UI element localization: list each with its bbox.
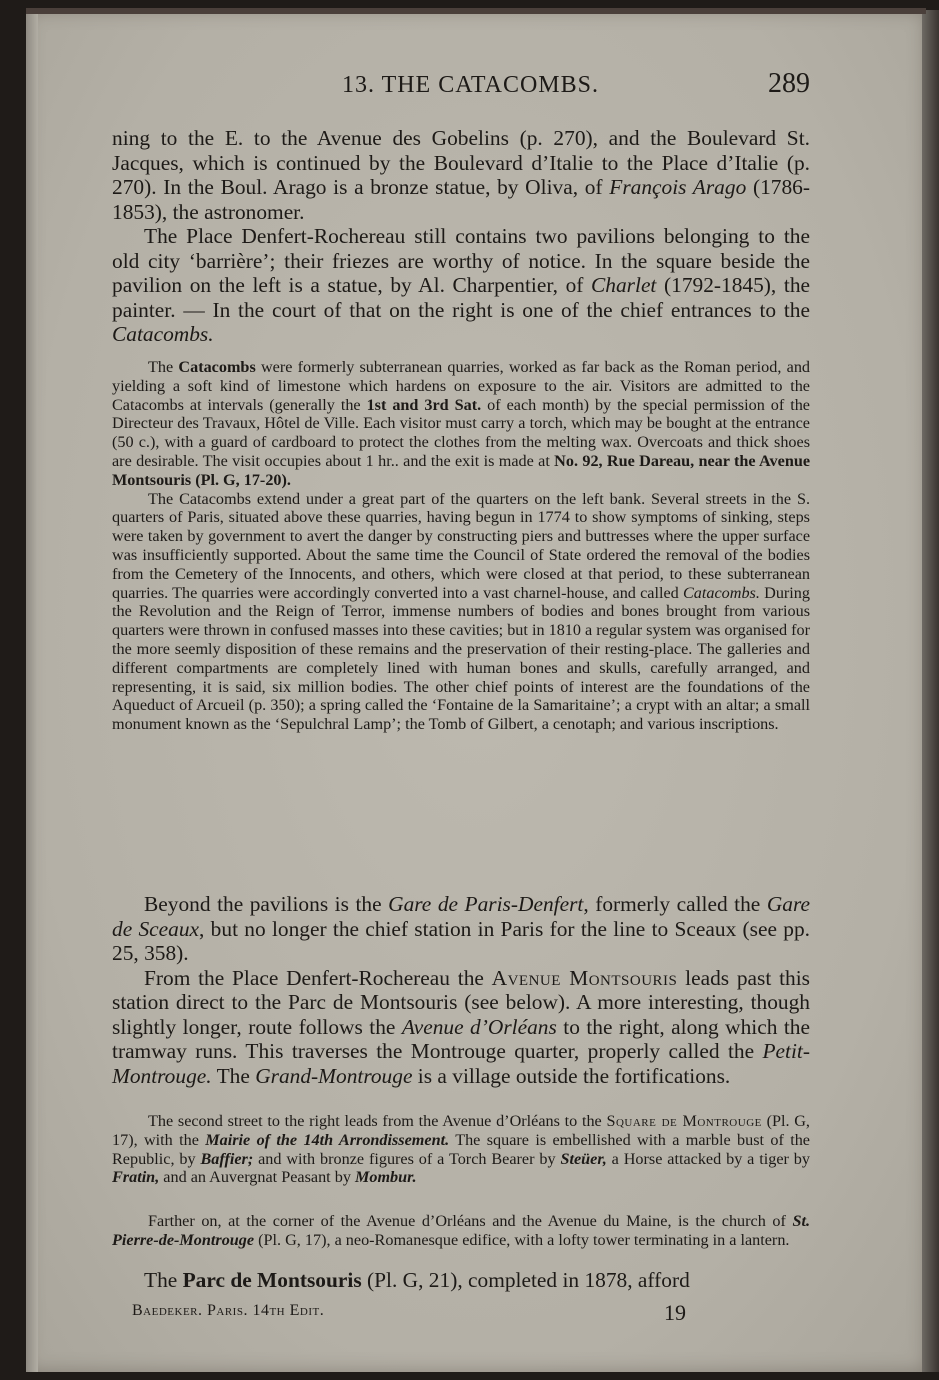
text-run: The: [144, 1268, 183, 1292]
text-run: of each month) by the special permission of the Directeur des Travaux, Hôtel de Ville. Each visitor must carry a torch, which may be bought at the entrance (50 c.), with a guard of cardboard to protect the clothes from the melting wax. Overcoats and thick shoes are desirable. The visit occupies about 1 hr.. and the exit is made at: [112, 395, 810, 470]
running-header: [112, 68, 810, 108]
text-run: to the right, along which the tramway runs. This traverses the Montrouge quarter, properly called the: [112, 1014, 810, 1063]
text-run: a Horse attacked by a tiger by: [606, 1149, 810, 1168]
bold-run: Catacombs: [178, 358, 256, 376]
bold-run: Parc de Montsouris: [182, 1268, 362, 1292]
note-square-montrouge: [112, 1112, 810, 1187]
text-run: During the Revolution and the Reign of Terror, immense numbers of bodies and bones brought from various quarters were thrown in confused masses into these cavities; but in 1810 a regular system was organised for the more seemly disposition of these remains and the preservation of their resting-place. The galleries and different compartments are completely lined with human bones and skulls, carefully arranged, and representing, it is said, six million bodies. The other chief points of interest are the foundations of the Aqueduct of Arcueil (p. 350); a spring called the ‘Fontaine de la Samaritaine’; a crypt with an altar; a small monument known as the ‘Sepulchral Lamp’; the Tomb of Gilbert, a cenotaph; and various inscriptions.: [112, 583, 810, 734]
note-catacombs-history: [112, 490, 810, 734]
small-caps-run: Square de Montrouge: [606, 1112, 762, 1130]
text-run: ning to the E. to the Avenue des Gobelins (p. 270), and the Boulevard St. Jacques, which is continued by the Boulevard d’Italie to the Place d’Italie (p. 270). In the Boul. Arago is a bronze statue, by Oliva, of: [112, 126, 810, 199]
page-number: 289: [768, 68, 810, 99]
text-run: (Pl. G, 17), with the: [112, 1112, 810, 1149]
text-run: Beyond the pavilions is the: [144, 892, 389, 916]
imprint: Baedeker. Paris. 14th Edit.: [132, 1302, 325, 1319]
italic-run: Charlet: [591, 273, 657, 297]
paragraph-montsouris-route: [112, 966, 810, 1089]
small-caps-run: Avenue Montsouris: [491, 965, 678, 990]
text-run: , but no longer the chief station in Paris for the line to Sceaux (see pp. 25, 358).: [112, 916, 810, 965]
paragraph-denfert: [112, 224, 810, 347]
text-run: Farther on, at the corner of the Avenue d’Orléans and the Avenue du Maine, is the church of: [148, 1212, 793, 1230]
paragraph-block-2: [112, 892, 810, 1088]
note-catacombs-visit: [112, 358, 810, 490]
text-run: From the Place Denfert-Rochereau the: [144, 965, 492, 990]
page-footer: [112, 1300, 810, 1334]
text-run: , formerly called the: [583, 892, 767, 916]
text-run: The: [211, 1063, 256, 1088]
text-run: (Pl. G, 21), completed in 1878, afford: [361, 1268, 690, 1292]
bold-italic-run: Baffier;: [200, 1149, 254, 1168]
page-edge: [922, 10, 939, 1372]
paragraph-parc-montsouris: [112, 1268, 810, 1293]
text-run: The second street to the right leads from the Avenue d’Orléans to the: [148, 1112, 607, 1130]
text-run: The: [148, 358, 179, 376]
bold-italic-run: Fratin,: [112, 1168, 160, 1187]
bold-run: 1st and 3rd Sat.: [366, 395, 482, 414]
bold-italic-run: Mairie of the 14th Arrondissement.: [205, 1130, 450, 1149]
italic-run: Catacombs.: [112, 322, 214, 346]
paragraph-block-3: [112, 1268, 810, 1293]
text-run: and with bronze figures of a Torch Bearer by: [253, 1149, 561, 1168]
page-gutter: [26, 10, 38, 1372]
text-run: leads past this station direct to the Parc de Montsouris (see below). A more interesting, though slightly longer, route follows the: [112, 965, 810, 1039]
text-run: The Place Denfert-Rochereau still contains two pavilions belonging to the old city ‘barrière’; their friezes are worthy of notice. In the square beside the pavilion on the left is a statue, by Al. Charpentier, of: [112, 224, 810, 297]
italic-run: Gare de Sceaux: [112, 892, 811, 941]
page-top-edge: [26, 8, 926, 14]
small-print-block-3: [112, 1212, 810, 1250]
italic-run: Petit-Montrouge.: [112, 1039, 810, 1088]
paragraph-gare: [112, 892, 810, 966]
bold-italic-run: St. Pierre-de-Montrouge: [112, 1212, 810, 1249]
signature-mark: 19: [664, 1300, 686, 1325]
bold-italic-run: Steüer,: [560, 1149, 607, 1168]
italic-run: Grand-Montrouge: [255, 1063, 413, 1088]
text-run: were formerly subterranean quarries, worked as far back as the Roman period, and yielding a soft kind of limestone which hardens on exposure to the air. Visitors are admitted to the Catacombs at intervals (generally the: [112, 358, 811, 414]
small-print-block-1: [112, 358, 810, 734]
text-run: (1786-1853), the astronomer.: [112, 175, 810, 224]
text-run: (Pl. G, 17), a neo-Romanesque edifice, with a lofty tower terminating in a lantern.: [254, 1230, 790, 1249]
text-run: The Catacombs extend under a great part of the quarters on the left bank. Several streets in the S. quarters of Paris, situated above these quarries, having begun in 1774 to show symptoms of sinking, steps were taken by government to avert the danger by constructing piers and buttresses where the upper surface was insufficiently supported. About the same time the Council of State ordered the removal of the bodies from the Cemetery of the Innocents, and others, which were closed at that period, to these subterranean quarries. The quarries were accordingly converted into a vast charnel-house, and called: [112, 489, 810, 602]
paragraph-arago: [112, 126, 810, 224]
italic-run: Catacombs.: [683, 583, 760, 602]
note-st-pierre: [112, 1212, 810, 1250]
small-print-block-2: [112, 1112, 810, 1187]
italic-run: Gare de Paris-Denfert: [388, 892, 584, 916]
chapter-title: 13. THE CATACOMBS.: [342, 72, 600, 98]
text-run: (1792-1845), the painter. — In the court of that on the right is one of the chief entrances to the: [112, 273, 811, 322]
bold-run: No. 92, Rue Dareau, near the Avenue Montsouris (Pl. G, 17-20).: [112, 451, 811, 489]
text-run: and an Auvergnat Peasant by: [159, 1168, 355, 1187]
text-run: The square is embellished with a marble bust of the Republic, by: [112, 1130, 810, 1168]
text-run: is a village outside the fortifications.: [412, 1063, 731, 1088]
paragraph-block-1: [112, 126, 810, 347]
italic-run: Avenue d’Orléans: [401, 1014, 557, 1039]
italic-run: François Arago: [609, 175, 747, 199]
bold-italic-run: Mombur.: [354, 1168, 417, 1187]
